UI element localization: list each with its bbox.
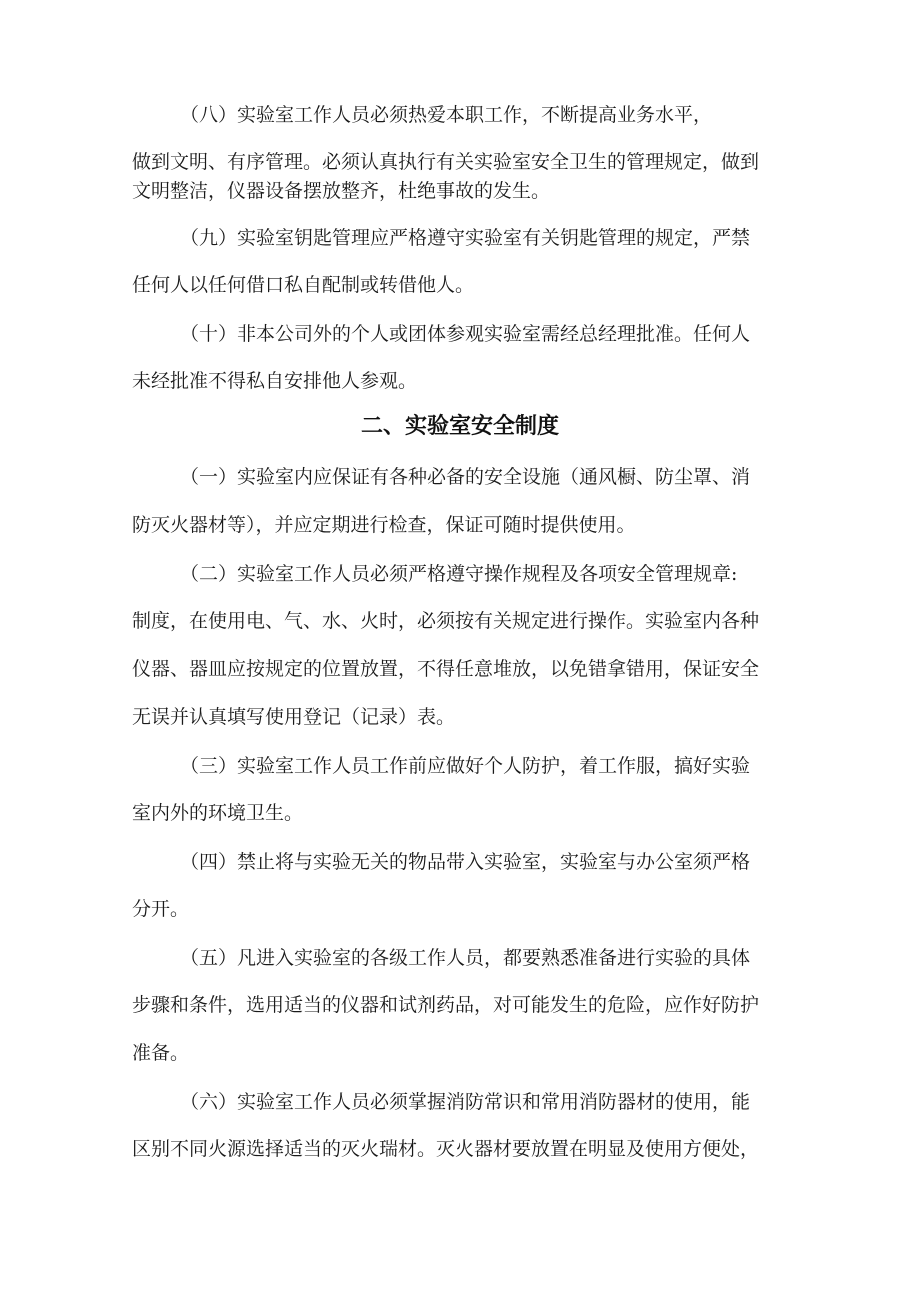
para-8-line-3: 文明整洁，仪器设备摆放整齐，杜绝事故的发生。 — [132, 180, 551, 202]
para-9-line-2: 任何人以任何借口私自配制或转借他人。 — [132, 274, 475, 296]
safety-para-4-line-1: （四）禁止将与实验无关的物品带入实验室，实验室与办公室须严格 — [180, 851, 751, 873]
safety-para-5-line-2: 步骤和条件，选用适当的仪器和试剂药品，对可能发生的危险，应作好防护 — [132, 994, 760, 1016]
para-8-line-2: 做到文明、有序管理。必须认真执行有关实验室安全卫生的管理规定，做到 — [132, 151, 760, 173]
safety-para-3-line-1: （三）实验室工作人员工作前应做好个人防护，着工作服，搞好实验 — [180, 755, 751, 777]
safety-para-2-line-3: 仪器、器皿应按规定的位置放置，不得任意堆放，以免错拿错用，保证安全 — [132, 658, 760, 680]
safety-para-2-line-2: 制度，在使用电、气、水、火时，必须按有关规定进行操作。实验室内各种 — [132, 610, 760, 632]
safety-para-1-line-2: 防灭火器材等），并应定期进行检查，保证可随时提供使用。 — [132, 514, 636, 536]
safety-para-5-line-1: （五）凡进入实验室的各级工作人员，都要熟悉准备进行实验的具体 — [180, 947, 751, 969]
safety-para-5-line-3: 准备。 — [132, 1042, 190, 1064]
para-10-line-1: （十）非本公司外的个人或团体参观实验室需经总经理批准。任何人 — [180, 323, 751, 345]
safety-para-3-line-2: 室内外的环境卫生。 — [132, 802, 304, 824]
para-8-line-1: （八）实验室工作人员必须热爱本职工作，不断提高业务水平， — [180, 104, 713, 126]
section-title: 二、实验室安全制度 — [360, 414, 559, 439]
safety-para-4-line-2: 分开。 — [132, 898, 190, 920]
safety-para-1-line-1: （一）实验室内应保证有各种必备的安全设施（通风橱、防尘罩、消 — [180, 466, 751, 488]
safety-para-6-line-2: 区别不同火源选择适当的灭火瑞材。灭火器材要放置在明显及使用方便处， — [132, 1138, 760, 1160]
safety-para-6-line-1: （六）实验室工作人员必须掌握消防常识和常用消防器材的使用，能 — [180, 1091, 751, 1113]
safety-para-2-line-1: （二）实验室工作人员必须严格遵守操作规程及各项安全管理规章: — [180, 563, 738, 585]
safety-para-2-line-4: 无误并认真填写使用登记（记录）表。 — [132, 706, 456, 728]
para-10-line-2: 未经批准不得私自安排他人参观。 — [132, 370, 418, 392]
para-9-line-1: （九）实验室钥匙管理应严格遵守实验室有关钥匙管理的规定，严禁 — [180, 227, 751, 249]
